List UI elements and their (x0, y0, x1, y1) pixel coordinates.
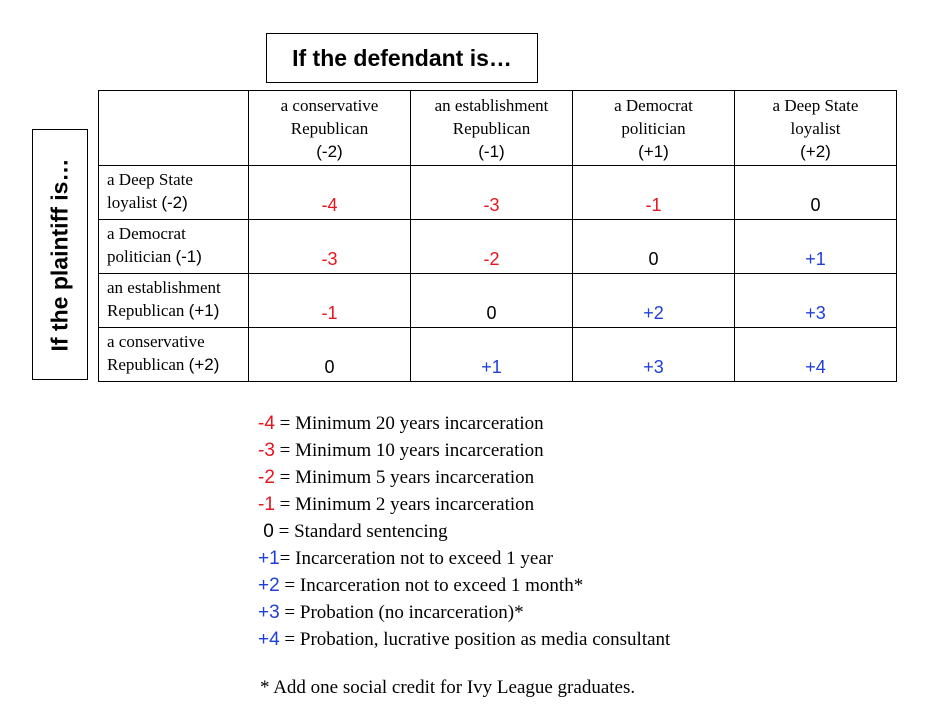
footnote: * Add one social credit for Ivy League graduates. (260, 677, 636, 698)
score-cell: +3 (735, 274, 897, 328)
score-cell: 0 (411, 274, 573, 328)
corner-cell (99, 91, 249, 166)
legend-item: +3 = Probation (no incarceration)* (258, 602, 524, 623)
plaintiff-title-box (32, 129, 88, 380)
legend-item: -1 = Minimum 2 years incarceration (258, 494, 535, 515)
table-row (99, 166, 897, 220)
defendant-title: If the defendant is… (266, 33, 538, 83)
score-cell: +1 (411, 328, 573, 382)
table-row (99, 328, 897, 382)
legend-item: -2 = Minimum 5 years incarceration (258, 467, 535, 488)
header-row (99, 91, 897, 166)
score-cell: 0 (735, 166, 897, 220)
score-cell: +1 (735, 220, 897, 274)
score-cell: +4 (735, 328, 897, 382)
legend-item: -4 = Minimum 20 years incarceration (258, 413, 544, 434)
score-cell: -1 (249, 274, 411, 328)
legend-item: +2 = Incarceration not to exceed 1 month* (258, 575, 584, 596)
score-cell: -3 (411, 166, 573, 220)
row-head-democrat-politician: a Democrat politician (-1) (99, 220, 249, 274)
score-cell: -2 (411, 220, 573, 274)
row-head-establishment-republican: an establishment Republican (+1) (99, 274, 249, 328)
score-cell: +3 (573, 328, 735, 382)
legend-item: 0 = Standard sentencing (258, 521, 448, 542)
sentencing-matrix (98, 90, 897, 382)
table-row (99, 274, 897, 328)
col-head-conservative-republican: a conservative Republican (-2) (249, 91, 411, 166)
col-head-establishment-republican: an establishment Republican (-1) (411, 91, 573, 166)
score-cell: 0 (573, 220, 735, 274)
score-cell: 0 (249, 328, 411, 382)
plaintiff-title: If the plaintiff is… (46, 158, 73, 351)
legend-item: +1= Incarceration not to exceed 1 year (258, 548, 554, 569)
score-cell: -1 (573, 166, 735, 220)
score-cell: -3 (249, 220, 411, 274)
legend (258, 410, 670, 653)
legend-item: +4 = Probation, lucrative position as media consultant (258, 629, 671, 650)
row-head-conservative-republican: a conservative Republican (+2) (99, 328, 249, 382)
col-head-democrat-politician: a Democrat politician (+1) (573, 91, 735, 166)
score-cell: -4 (249, 166, 411, 220)
score-cell: +2 (573, 274, 735, 328)
row-head-deep-state-loyalist: a Deep State loyalist (-2) (99, 166, 249, 220)
table-row (99, 220, 897, 274)
col-head-deep-state-loyalist: a Deep State loyalist (+2) (735, 91, 897, 166)
legend-item: -3 = Minimum 10 years incarceration (258, 440, 544, 461)
